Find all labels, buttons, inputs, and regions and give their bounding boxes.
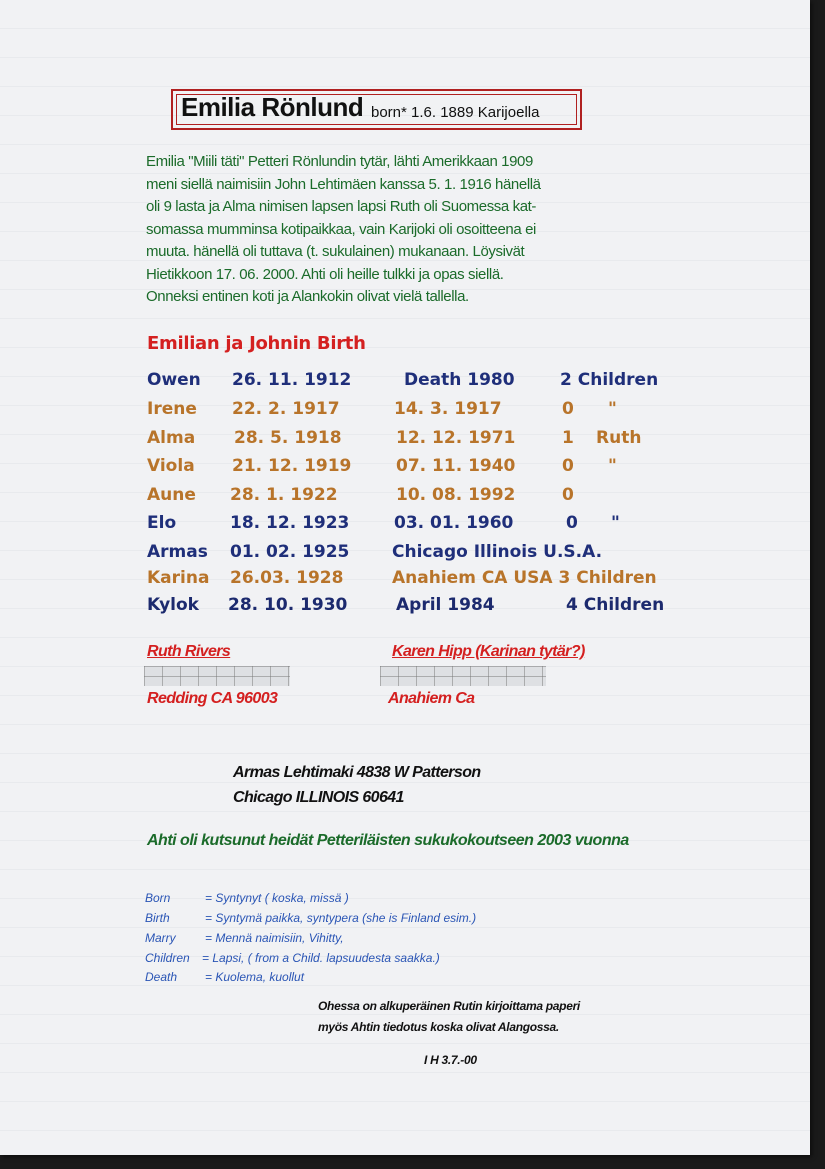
child-name: Aune <box>147 485 196 505</box>
child-death: 03. 01. 1960 <box>394 513 514 533</box>
child-note: " <box>611 513 620 533</box>
signature: I H 3.7.-00 <box>424 1053 477 1067</box>
intro-line: Onneksi entinen koti ja Alankokin olivat vielä tallella. <box>146 288 469 305</box>
child-death: Chicago Illinois U.S.A. <box>392 542 603 562</box>
child-name: Owen <box>147 370 201 390</box>
legend-def: = Lapsi, ( from a Child. lapsuudesta saakka.) <box>202 951 440 965</box>
child-name: Viola <box>147 456 195 476</box>
child-birth: 26.03. 1928 <box>230 568 344 588</box>
child-death: April 1984 <box>396 595 495 615</box>
note-line: Ohessa on alkuperäinen Rutin kirjoittama paperi <box>318 999 580 1013</box>
child-death: 14. 3. 1917 <box>394 399 502 419</box>
intro-line: Hietikkoon 17. 06. 2000. Ahti oli heille tulkki ja opas siellä. <box>146 265 504 283</box>
intro-paragraph <box>146 151 666 309</box>
intro-line: oli 9 lasta ja Alma nimisen lapsen lapsi Ruth oli Suomessa kat- <box>146 198 537 215</box>
legend-term: Birth <box>145 911 170 925</box>
child-name: Alma <box>147 428 196 448</box>
child-note: " <box>608 456 617 476</box>
child-birth: 18. 12. 1923 <box>230 513 350 533</box>
ahti-invitation: Ahti oli kutsunut heidät Petteriläisten sukukokoutseen 2003 vuonna <box>147 832 629 849</box>
child-note: Ruth <box>596 428 642 448</box>
intro-line: somassa mumminsa kotipaikkaa, vain Karijoki oli osoitteena ei <box>146 220 536 238</box>
legend-term: Born <box>145 891 171 905</box>
child-birth: 26. 11. 1912 <box>232 370 352 390</box>
legend-def: = Syntymä paikka, syntypera (she is Finland esim.) <box>205 911 477 925</box>
child-children: 0 <box>562 456 574 476</box>
child-name: Elo <box>147 513 177 533</box>
title-born: born* 1.6. 1889 Karijoella <box>371 104 540 121</box>
child-name: Irene <box>147 399 197 419</box>
legend-term: Marry <box>145 931 176 945</box>
intro-line: Emilia "Miili täti" Petteri Rönlundin tytär, lähti Amerikkaan 1909 <box>146 153 533 170</box>
child-children: 4 Children <box>566 595 665 615</box>
child-birth: 28. 10. 1930 <box>228 595 348 615</box>
tape-strip <box>380 666 546 686</box>
child-birth: 28. 5. 1918 <box>234 428 342 448</box>
contact-left-city: Redding CA 96003 <box>147 690 278 707</box>
contact-right-city: Anahiem Ca <box>388 690 475 707</box>
child-children: 0 <box>562 399 574 419</box>
legend-def: = Kuolema, kuollut <box>205 970 305 984</box>
child-birth: 22. 2. 1917 <box>232 399 340 419</box>
legend-term: Death <box>145 970 178 984</box>
child-children: 0 <box>566 513 578 533</box>
child-birth: 21. 12. 1919 <box>232 456 352 476</box>
title-name: Emilia Rönlund <box>181 92 364 122</box>
intro-line: meni siellä naimisiin John Lehtimäen kanssa 5. 1. 1916 hänellä <box>146 175 541 193</box>
child-birth: 01. 02. 1925 <box>230 542 350 562</box>
tape-strip <box>144 666 290 686</box>
section-heading: Emilian ja Johnin Birth <box>147 333 366 354</box>
child-name: Kylok <box>147 595 199 615</box>
child-birth: 28. 1. 1922 <box>230 485 338 505</box>
contact-left-name: Ruth Rivers <box>147 643 231 660</box>
child-death: 07. 11. 1940 <box>396 456 516 476</box>
legend-def: = Mennä naimisiin, Vihitty, <box>205 931 344 945</box>
intro-line: muuta. hänellä oli tuttava (t. sukulainen) mukanaan. Löysivät <box>146 243 525 260</box>
child-children: 0 <box>562 485 574 505</box>
child-name: Armas <box>147 542 208 562</box>
legend-def: = Syntynyt ( koska, missä ) <box>205 891 349 905</box>
child-children: 2 Children <box>560 370 659 390</box>
child-name: Karina <box>147 568 210 588</box>
note-line: myös Ahtin tiedotus koska olivat Alangossa. <box>318 1020 559 1034</box>
child-death: 10. 08. 1992 <box>396 485 516 505</box>
address-line-2: Chicago ILLINOIS 60641 <box>233 789 404 806</box>
child-death: Anahiem CA USA 3 Children <box>392 568 657 588</box>
child-children: 1 <box>562 428 574 448</box>
child-death: Death 1980 <box>404 370 515 390</box>
address-line-1: Armas Lehtimaki 4838 W Patterson <box>233 764 481 781</box>
legend-term: Children <box>145 951 190 965</box>
contact-right-name: Karen Hipp (Karinan tytär?) <box>392 643 585 660</box>
child-note: " <box>608 399 617 419</box>
child-death: 12. 12. 1971 <box>396 428 516 448</box>
